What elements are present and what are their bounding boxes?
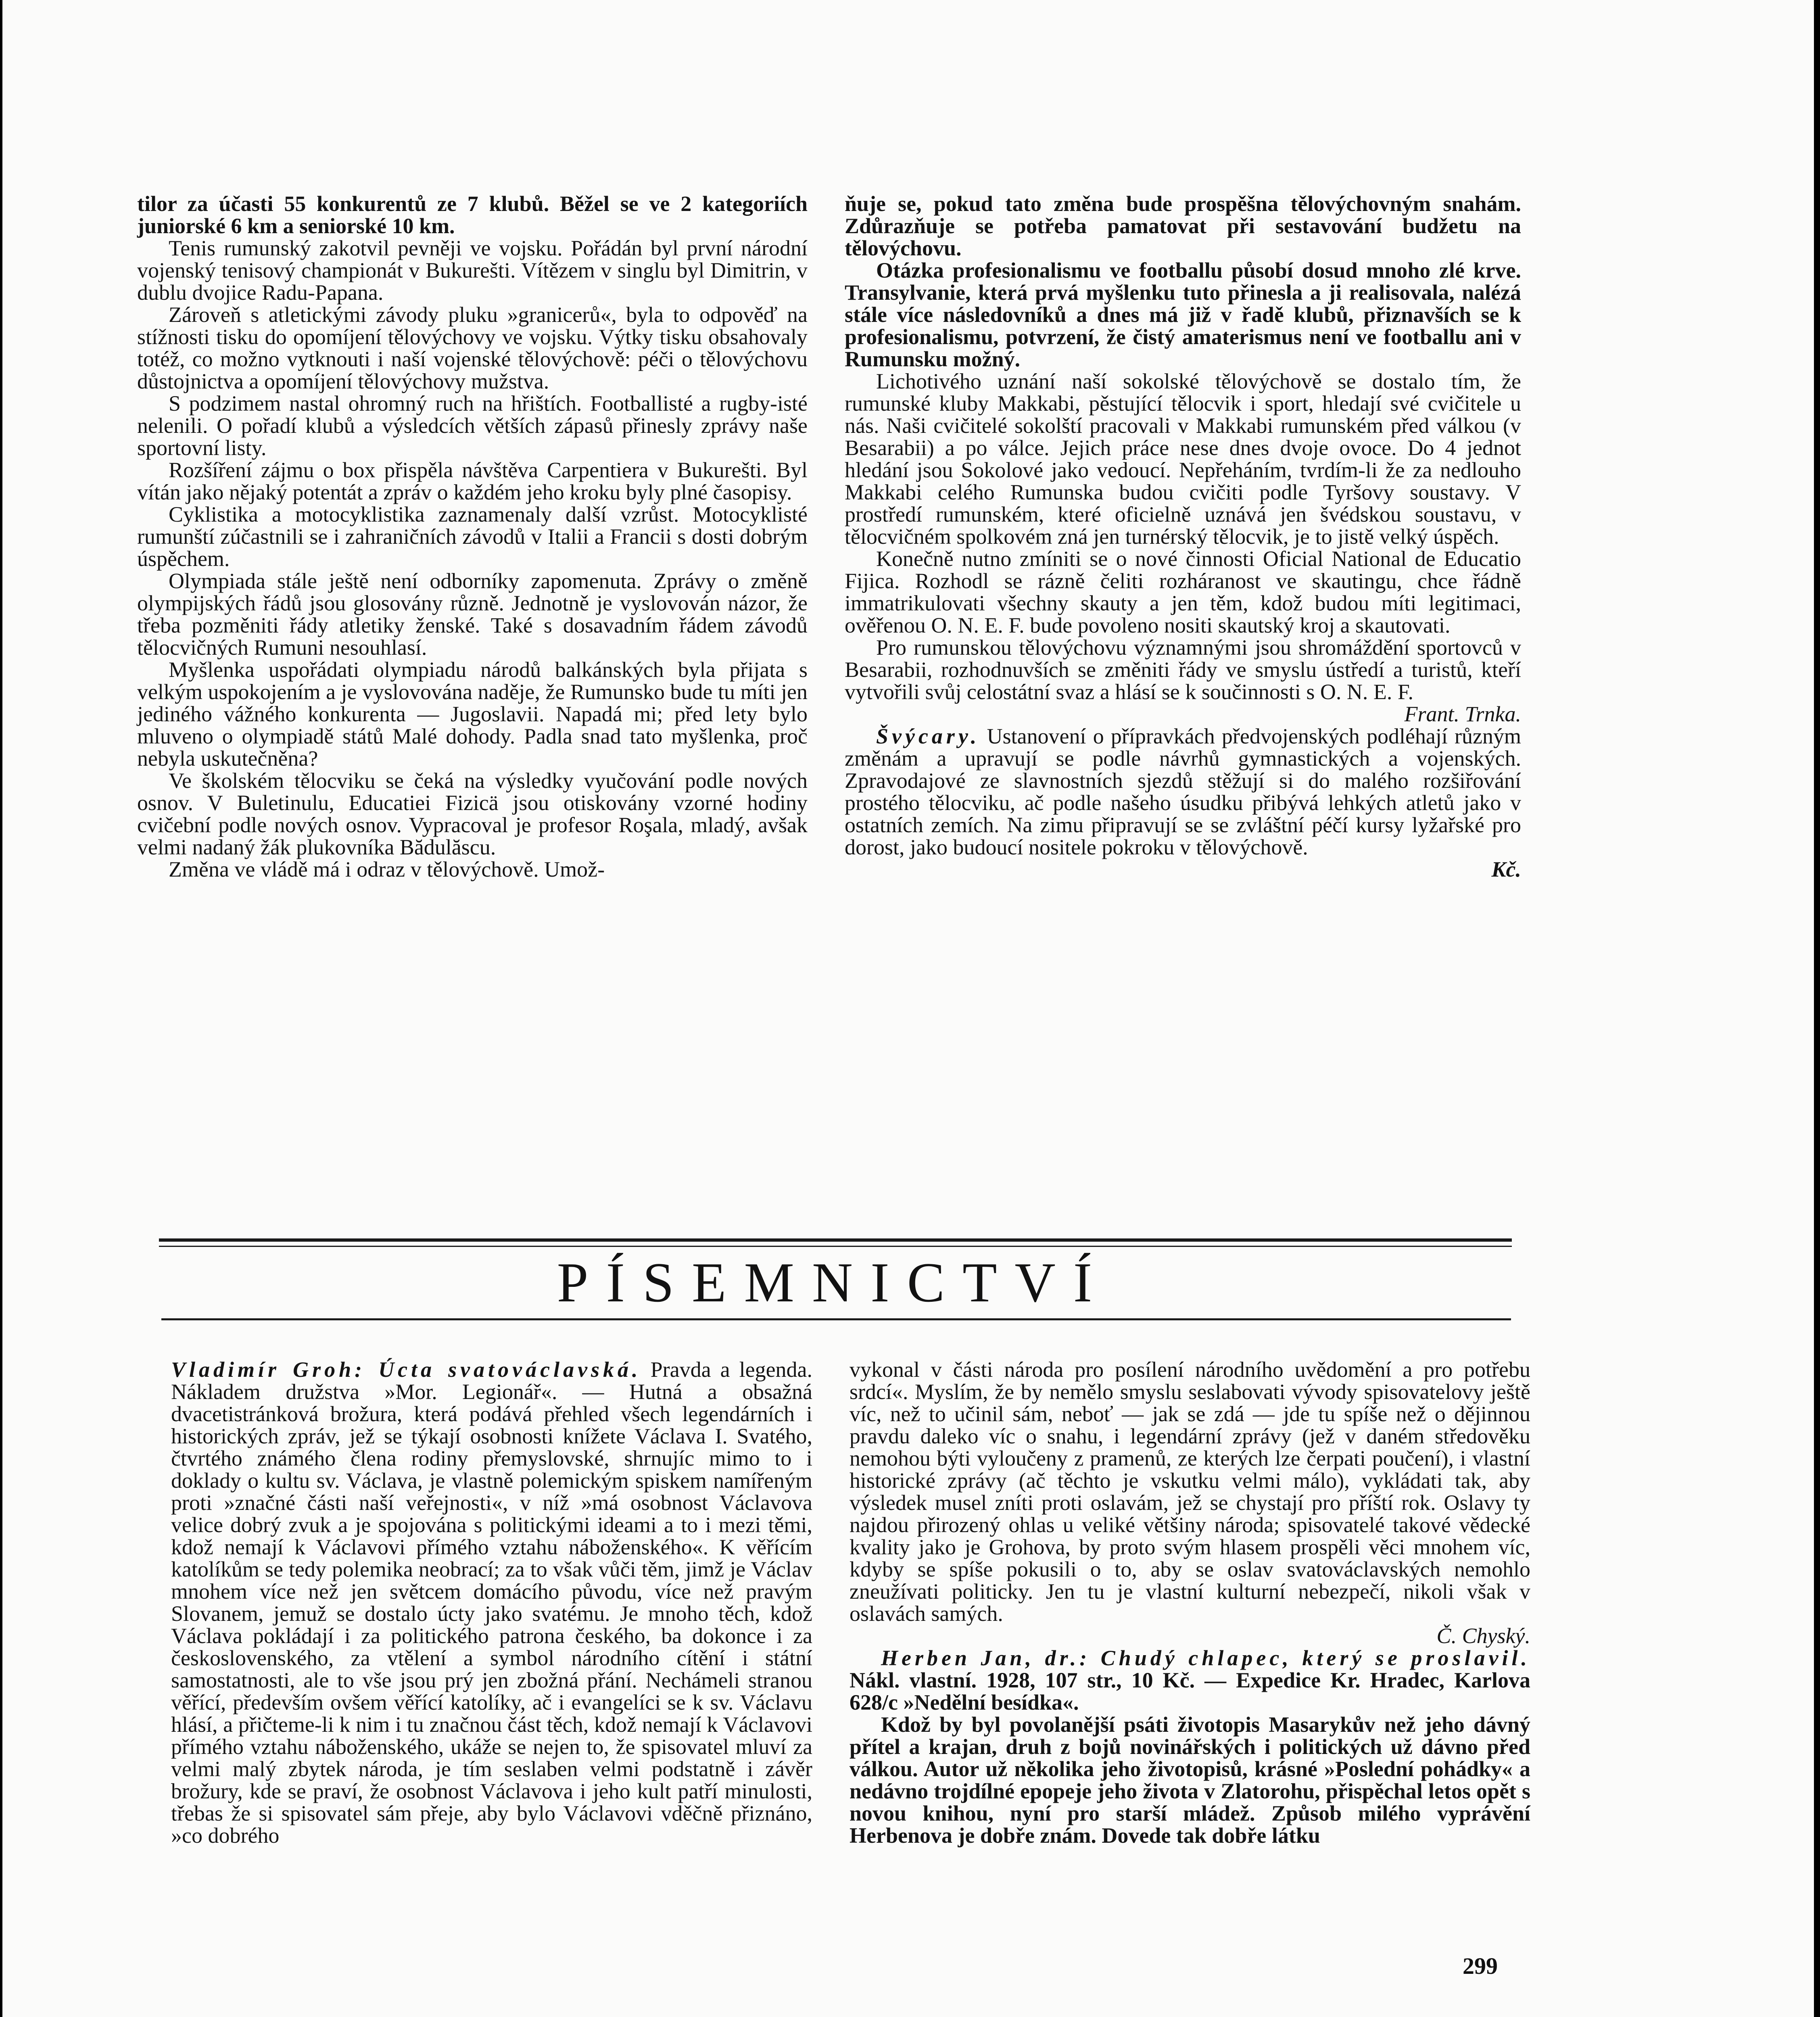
author-signature: Č. Chyský. (1436, 1624, 1530, 1648)
review-text: Pravda a legenda. Nákladem družstva »Mor. Legionář«. — Hutná a obsažná dvacetistránková brožura, která podává přehled všech legendárních i historických zpráv, jež se týkají osobnosti knížete Václava I. Svatého, čtvrtého známého člena rodiny přemyslovské, shrnujíc mimo to i doklady o kultu sv. Václava, je vlastně polemickým spiskem namířeným proti »značné části naší veřejnosti«, v níž »má osobnost Václavova velice dobrý zvuk a je spojována s politickými ideami a to i mezi těmi, kdož nemají k Václavovi přímého vztahu náboženského«. K věřícím katolíkům se tedy polemika neobrací; za to však vůči těm, jimž je Václav mnohem více než jen světcem domácího původu, více než pravým Slovanem, jemuž se dostalo úcty jako svatému. Je mnoho těch, kdož Václava pokládají i za politického patrona českého, ba dokonce i za československého, za vtělení a symbol národního cítění i státní samostatnosti, ale to vše jsou prý jen zbožná přání. Nechámeli stranou věřící, především ovšem věřící katolíky, ač i evangelíci se k sv. Václavu hlásí, a přičteme-li k nim i tu značnou část těch, kdož nemají k Václavovi přímého vztahu náboženského, ukáže se nejen to, že spisovatel mluví za velmi malý zbytek národa, je tím seslaben velmi podstatně i závěr brožury, kde se praví, že osobnost Václavova i jeho kult patří minulosti, třebas že si spisovatel sám přeje, aby bylo Václavovi vděčně přiznáno, »co dobrého (171, 1357, 813, 1848)
column-top-left (137, 193, 808, 881)
paragraph: Cyklistika a motocyklistika zaznamenaly další vzrůst. Motocyklisté rumunští zúčastnili se i zahraničních závodů v Italii a Francii s dosti dobrým úspěchem. (137, 502, 808, 571)
column-top-right (845, 193, 1521, 881)
author-signature: Frant. Trnka. (1404, 702, 1521, 726)
paragraph: Konečně nutno zmíniti se o nové činnosti Oficial National de Educatio Fijica. Rozhodl se rázně čeliti rozháranost ve skautingu, chce řádně immatrikulovati všechny skauty a jen těm, kdož budou míti legitimaci, ověřenou O. N. E. F. bude povoleno nositi skautský kroj a skautovati. (845, 547, 1521, 637)
paragraph: Zároveň s atletickými závody pluku »granicerů«, byla to odpověď na stížnosti tisku do opomíjení tělovýchovy ve vojsku. Výtky tisku obsahovaly totéž, co možno vytknouti i naší vojenské tělovýchově: péči o tělovýchovu důstojnictva a opomíjení tělovýchovy mužstva. (137, 303, 808, 393)
section-heading: PÍSEMNICTVÍ (557, 1251, 1110, 1314)
column-bottom-left (171, 1359, 812, 1847)
paragraph-svycary (845, 725, 1521, 858)
paragraph: Kdož by byl povolanější psáti životopis Masarykův než jeho dávný přítel a krajan, druh z bojů novinářských i politických už dávno před válkou. Autor už několika jeho životopisů, krásné »Poslední pohádky« a nedávno trojdílné epopeje jeho života v Zlatorohu, přispěchal letos opět s novou knihou, nyní pro starší mládež. Způsob milého vyprávění Herbenova je dobře znám. Dovede tak dobře látku (849, 1712, 1530, 1848)
paragraph: Změna ve vládě má i odraz v tělovýchově. Umož- (169, 857, 605, 881)
review-title: Herben Jan, dr.: Chudý chlapec, který se proslavil. (881, 1646, 1530, 1670)
page (2, 0, 1814, 2017)
author-signature: Kč. (1491, 857, 1521, 881)
review-title: Vladimír Groh: Úcta svatováclavská. (171, 1357, 641, 1382)
paragraph: Pro rumunskou tělovýchovu významnými jsou shromáždění sportovců v Besarabii, rozhodnuvších se změniti řády ve smyslu ústředí a turistů, kteří vytvořili svůj celostátní svaz a hlásí se k součinnosti s O. N. E. F. (845, 635, 1521, 704)
review-entry (171, 1359, 812, 1847)
paragraph: Otázka profesionalismu ve footballu působí dosud mnoho zlé krve. Transylvanie, která prvá myšlenku tuto přinesla a ji realisovala, nalézá stále více následovníků a dnes má již v řadě klubů, přiznavších se k profesionalismu, potvrzení, že čistý amaterismus není ve footballu ani v Rumunsku možný. (845, 258, 1521, 371)
page-number: 299 (1463, 1953, 1498, 1979)
review-entry (849, 1647, 1530, 1714)
paragraph: Olympiada stále ještě není odborníky zapomenuta. Zprávy o změně olympijských řádů jsou glosovány různě. Jednotně je vyslovován názor, že třeba pozměniti řády atletiky ženské. Také s dosavadním řádem závodů tělocvičných Rumuni nesouhlasí. (137, 569, 808, 660)
review-continuation: vykonal v části národa pro posílení národního uvědomění a pro potřebu srdcí«. Myslím, že by nemělo smyslu seslabovati vývody spisovatelovy ještě víc, než to učinil sám, neboť — jak se zdá — jde tu spíše než o dějinnou pravdu daleko víc o snahu, i legendární zprávy (jež v daném středověku nemohou býti vyloučeny z pramenů, ze kterých lze čerpati poučení), i vlastní historické zprávy (ač těchto je vskutku velmi málo), vykládati tak, aby výsledek musel zníti proti oslavám, jež se chystají pro příští rok. Oslavy ty najdou přirozený ohlas u veliké většiny národa; spisovatelé takové vědecké kvality jako je Grohova, by proto svým hlasem prospěli věci mnohem víc, kdyby se spíše pokusili o to, aby se oslav svatováclavských nemohlo zneužívati politicky. Jen tu je vlastní kulturní nebezpečí, nikoli však v oslavách samých. (849, 1357, 1530, 1626)
section-label: Švýcary. (876, 724, 980, 748)
divider-rule (159, 1238, 1512, 1242)
column-bottom-right (849, 1359, 1530, 1847)
paragraph: Lichotivého uznání naší sokolské tělovýchově se dostalo tím, že rumunské kluby Makkabi, pěstující tělocvik i sport, hledají své cvičitele u nás. Naši cvičitelé sokolští pracovali v Makkabi rumunském před válkou (v Besarabii) a po válce. Jejich práce nese dnes dvoje ovoce. Do 4 jednot hledání jsou Sokolové jako vedoucí. Nepřeháním, tvrdím-li že za nedlouho Makkabi celého Rumunska budou cvičiti podle Tyršovy soustavy. V prostředí rumunském, které oficielně uznává jen švédskou soustavu, v tělocvičném spolkovém zná jen turnérský tělocvik, je to jistě velký úspěch. (845, 369, 1521, 549)
review-text: Nákl. vlastní. 1928, 107 str., 10 Kč. — Expedice Kr. Hradec, Karlova 628/c »Nedělní besídka«. (849, 1668, 1530, 1714)
divider-rule (161, 1318, 1511, 1320)
paragraph: Rozšíření zájmu o box přispěla návštěva Carpentiera v Bukurešti. Byl vítán jako nějaký potentát a zpráv o každém jeho kroku byly plné časopisy. (137, 458, 808, 504)
paragraph: S podzimem nastal ohromný ruch na hřištích. Footballisté a rugby-isté nelenili. O pořadí klubů a výsledcích větších zápasů přinesly zprávy naše sportovní listy. (137, 391, 808, 460)
paragraph-text: Ustanovení o přípravkách předvojenských podléhají různým změnám a upravují se podle návrhů gymnastických a vojenských. Zpravodajové ze slavnostních sjezdů stěžují si do malého rozšiřování prostého tělocviku, ač podle našeho úsudku přibývá lehkých atletů jako v ostatních zemích. Na zimu připravují se se zvláštní péčí kursy lyžařské pro dorost, jako budoucí nositele pokroku v tělovýchově. (845, 724, 1522, 859)
paragraph: Tenis rumunský zakotvil pevněji ve vojsku. Pořádán byl první národní vojenský tenisový championát v Bukurešti. Vítězem v singlu byl Dimitrin, v dublu dvojice Radu-Papana. (137, 236, 808, 305)
paragraph: tilor za účasti 55 konkurentů ze 7 klubů. Běžel se ve 2 kategoriích juniorské 6 km a seniorské 10 km. (137, 192, 808, 238)
divider-rule (159, 1246, 1512, 1247)
paragraph: Myšlenka uspořádati olympiadu národů balkánských byla přijata s velkým uspokojením a je vyslovována naděje, že Rumunsko bude tu míti jen jediného vážného konkurenta — Jugoslavii. Napadá mi; před lety bylo mluveno o olympiadě států Malé dohody. Padla snad tato myšlenka, proč nebyla uskutečněna? (137, 658, 808, 770)
paragraph: Ve školském tělocviku se čeká na výsledky vyučování podle nových osnov. V Buletinulu, Educatiei Fizicä jsou otiskovány vzorné hodiny cvičební podle nových osnov. Vypracoval je profesor Roşala, mladý, avšak velmi nadaný žák plukovníka Bădulăscu. (137, 768, 808, 859)
paragraph: ňuje se, pokud tato změna bude prospěšna tělovýchovným snahám. Zdůrazňuje se potřeba pamatovat při sestavování budžetu na tělovýchovu. (845, 192, 1521, 260)
